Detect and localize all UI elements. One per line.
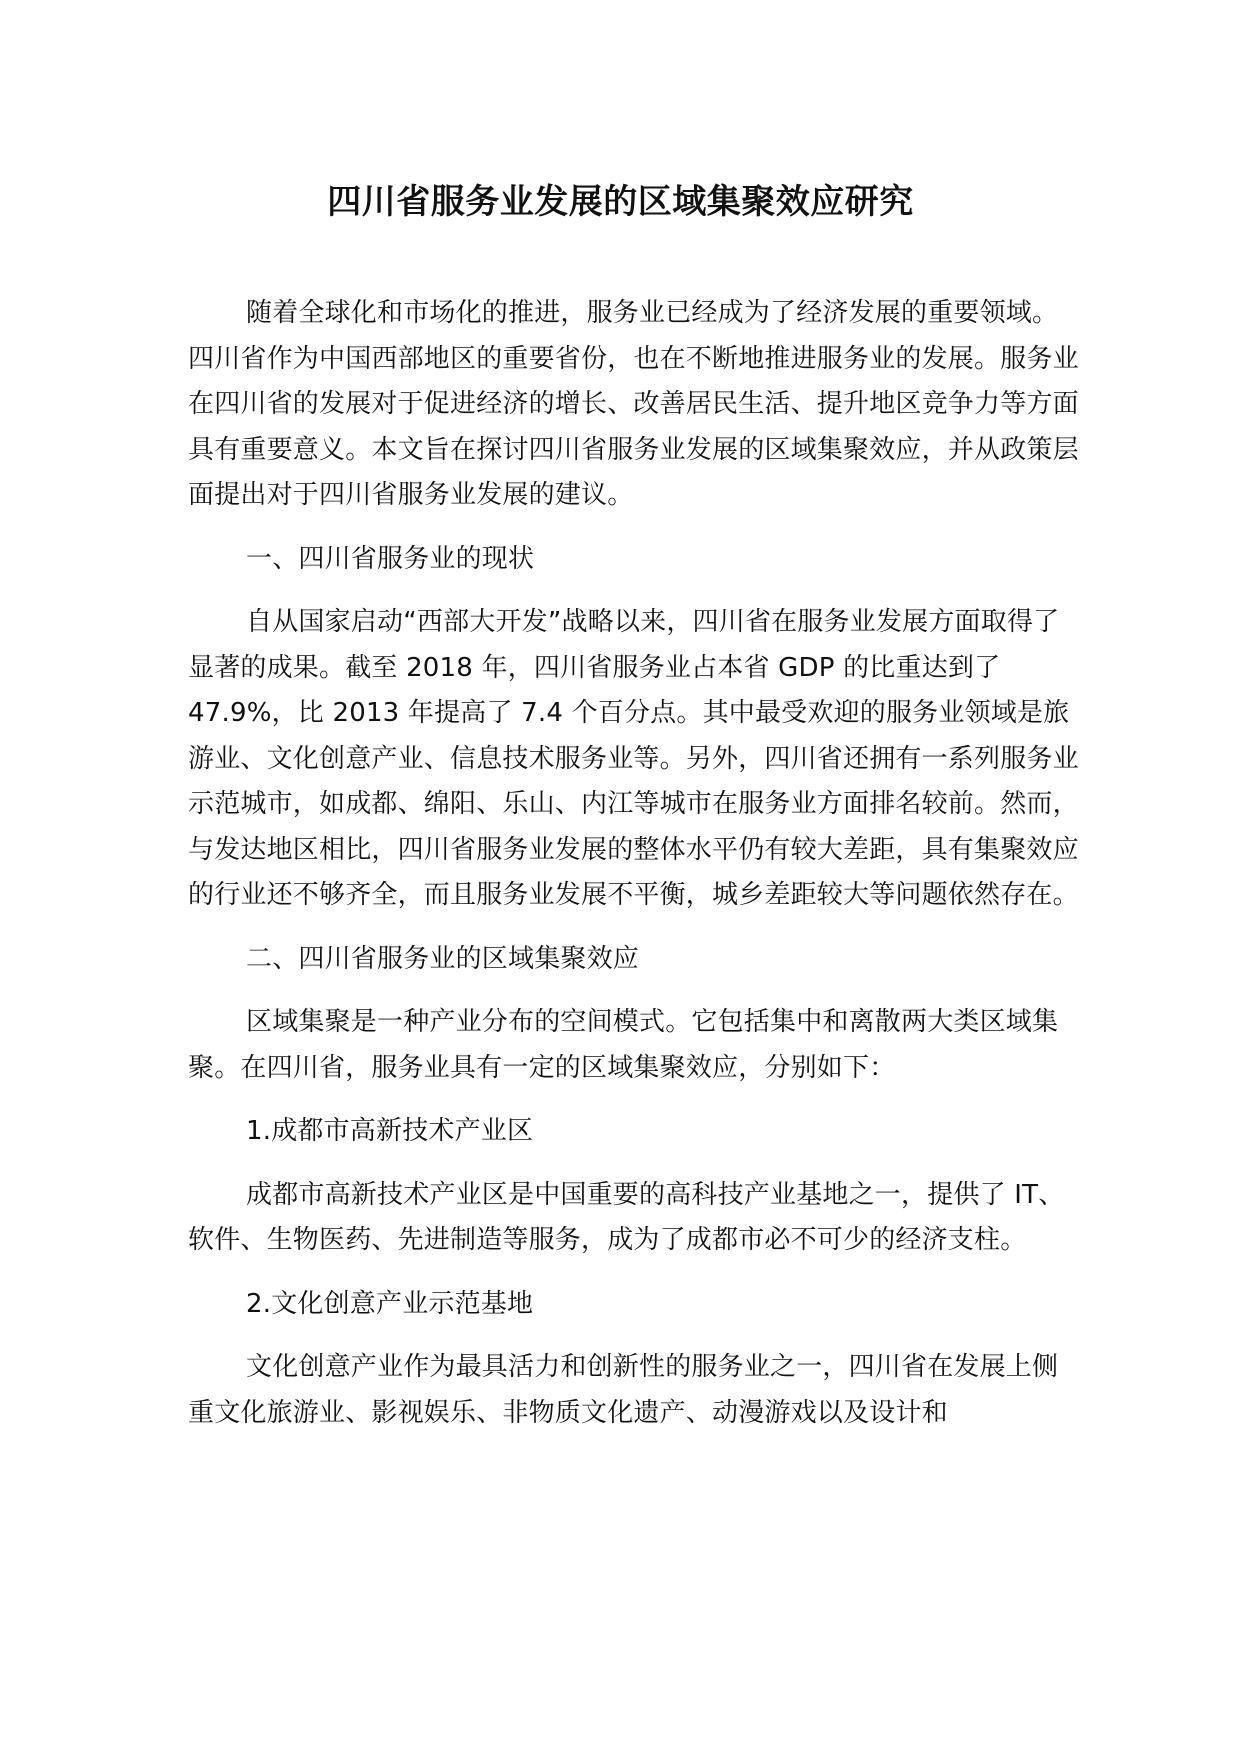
section-heading-2: 二、四川省服务业的区域集聚效应 bbox=[246, 943, 640, 974]
document-body bbox=[188, 291, 1080, 1454]
subheading-1: 1.成都市高新技术产业区 bbox=[246, 1116, 534, 1146]
section-heading-1: 一、四川省服务业的现状 bbox=[246, 543, 535, 574]
intro-paragraph: 随着全球化和市场化的推进，服务业已经成为了经济发展的重要领域。四川省作为中国西部地区的重要省份，也在不断地推进服务业的发展。服务业在四川省的发展对于促进经济的增长、改善居民生活、提升地区竞争力等方面具有重要意义。本文旨在探讨四川省服务业发展的区域集聚效应，并从政策层面提出对于四川省服务业发展的建议。 bbox=[188, 298, 1079, 510]
hightech-paragraph: 成都市高新技术产业区是中国重要的高科技产业基地之一，提供了 IT、软件、生物医药、先进制造等服务，成为了成都市必不可少的经济支柱。 bbox=[188, 1179, 1065, 1255]
cultural-paragraph: 文化创意产业作为最具活力和创新性的服务业之一，四川省在发展上侧重文化旅游业、影视娱乐、非物质文化遗产、动漫游戏以及设计和 bbox=[188, 1352, 1059, 1428]
document-title: 四川省服务业发展的区域集聚效应研究 bbox=[327, 182, 914, 222]
status-paragraph: 自从国家启动“西部大开发”战略以来，四川省在服务业发展方面取得了显著的成果。截至 2018 年，四川省服务业占本省 GDP 的比重达到了 47.9%，比 2013 年提高了 7.4 个百分点。其中最受欢迎的服务业领域是旅游业、文化创意产业、信息技术服务业等。另外，四川省还拥有一系列服务业示范城市，如成都、绵阳、乐山、内江等城市在服务业方面排名较前。然而，与发达地区相比，四川省服务业发展的整体水平仍有较大差距，具有集聚效应的行业还不够齐全，而且服务业发展不平衡，城乡差距较大等问题依然存在。 bbox=[188, 607, 1079, 910]
cluster-intro-paragraph: 区域集聚是一种产业分布的空间模式。它包括集中和离散两大类区域集聚。在四川省，服务业具有一定的区域集聚效应，分别如下： bbox=[188, 1007, 1059, 1083]
subheading-2: 2.文化创意产业示范基地 bbox=[246, 1288, 534, 1319]
